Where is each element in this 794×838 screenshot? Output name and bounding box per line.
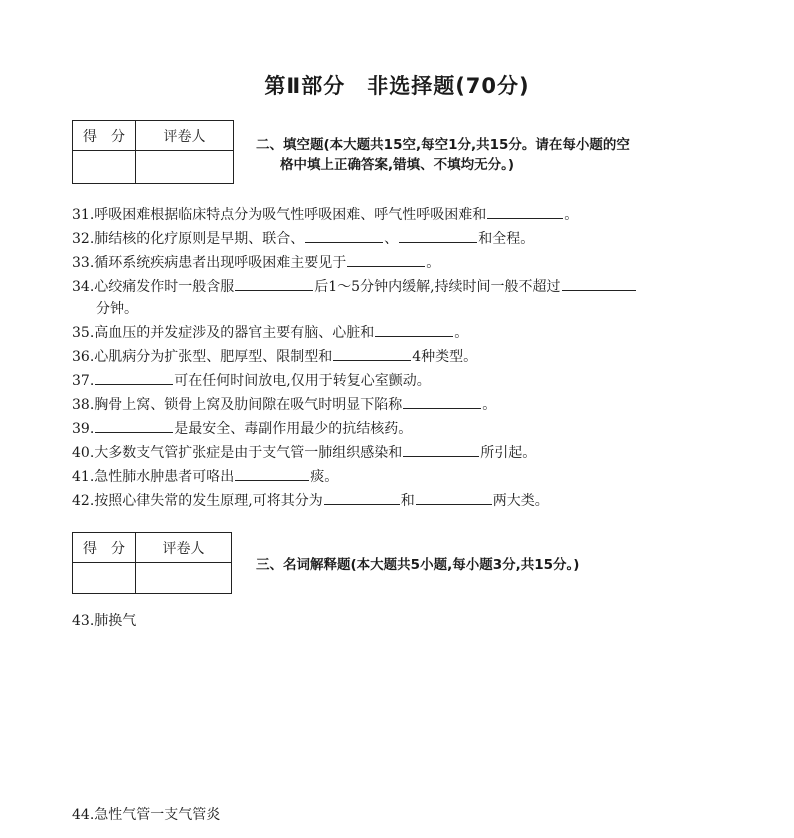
score-box-section2 xyxy=(72,120,234,184)
grader-cell[interactable] xyxy=(136,151,234,184)
question-35: 35.高血压的并发症涉及的器官主要有脑、心脏和 。 xyxy=(72,322,468,342)
answer-blank[interactable] xyxy=(562,276,636,291)
answer-blank[interactable] xyxy=(324,490,400,505)
answer-blank[interactable] xyxy=(333,346,411,361)
answer-blank[interactable] xyxy=(95,370,173,385)
question-37: 37. 可在任何时间放电,仅用于转复心室颤动。 xyxy=(72,370,431,390)
question-41: 41.急性肺水肿患者可咯出 痰。 xyxy=(72,466,338,486)
section2-heading: 二、填空题(本大题共15空,每空1分,共15分。请在每小题的空 格中填上正确答案,错填、不填均无分。) xyxy=(256,137,630,173)
score-label: 得 分 xyxy=(73,121,136,151)
answer-blank[interactable] xyxy=(403,442,479,457)
question-33: 33.循环系统疾病患者出现呼吸困难主要见于 。 xyxy=(72,252,440,272)
answer-blank[interactable] xyxy=(347,252,425,267)
question-34-continued: 分钟。 xyxy=(96,301,138,317)
answer-blank[interactable] xyxy=(235,276,313,291)
question-40: 40.大多数支气管扩张症是由于支气管一肺组织感染和 所引起。 xyxy=(72,442,536,462)
answer-blank[interactable] xyxy=(403,394,481,409)
answer-blank[interactable] xyxy=(487,204,563,219)
answer-blank[interactable] xyxy=(375,322,453,337)
grader-label: 评卷人 xyxy=(136,533,232,563)
question-36: 36.心肌病分为扩张型、肥厚型、限制型和 4种类型。 xyxy=(72,346,477,366)
question-31: 31.呼吸困难根据临床特点分为吸气性呼吸困难、呼气性呼吸困难和 。 xyxy=(72,204,578,224)
score-cell[interactable] xyxy=(73,151,136,184)
question-32: 32.肺结核的化疗原则是早期、联合、 、 和全程。 xyxy=(72,228,534,248)
score-cell[interactable] xyxy=(73,563,136,594)
grader-label: 评卷人 xyxy=(136,121,234,151)
question-42: 42.按照心律失常的发生原理,可将其分为 和 两大类。 xyxy=(72,490,549,510)
section3-heading: 三、名词解释题(本大题共5小题,每小题3分,共15分。) xyxy=(256,557,580,573)
question-43: 43.肺换气 xyxy=(72,613,137,629)
part-title: 第Ⅱ部分 非选择题(70分) xyxy=(264,74,530,98)
score-label: 得 分 xyxy=(73,533,136,563)
question-44: 44.急性气管一支气管炎 xyxy=(72,807,221,823)
answer-blank[interactable] xyxy=(305,228,383,243)
answer-blank[interactable] xyxy=(399,228,477,243)
question-39: 39. 是最安全、毒副作用最少的抗结核药。 xyxy=(72,418,412,438)
score-box-section3 xyxy=(72,532,232,594)
answer-blank[interactable] xyxy=(235,466,309,481)
grader-cell[interactable] xyxy=(136,563,232,594)
question-38: 38.胸骨上窝、锁骨上窝及肋间隙在吸气时明显下陷称 。 xyxy=(72,394,496,414)
answer-blank[interactable] xyxy=(95,418,173,433)
answer-blank[interactable] xyxy=(416,490,492,505)
question-34: 34.心绞痛发作时一般含服 后1～5分钟内缓解,持续时间一般不超过 xyxy=(72,276,637,296)
